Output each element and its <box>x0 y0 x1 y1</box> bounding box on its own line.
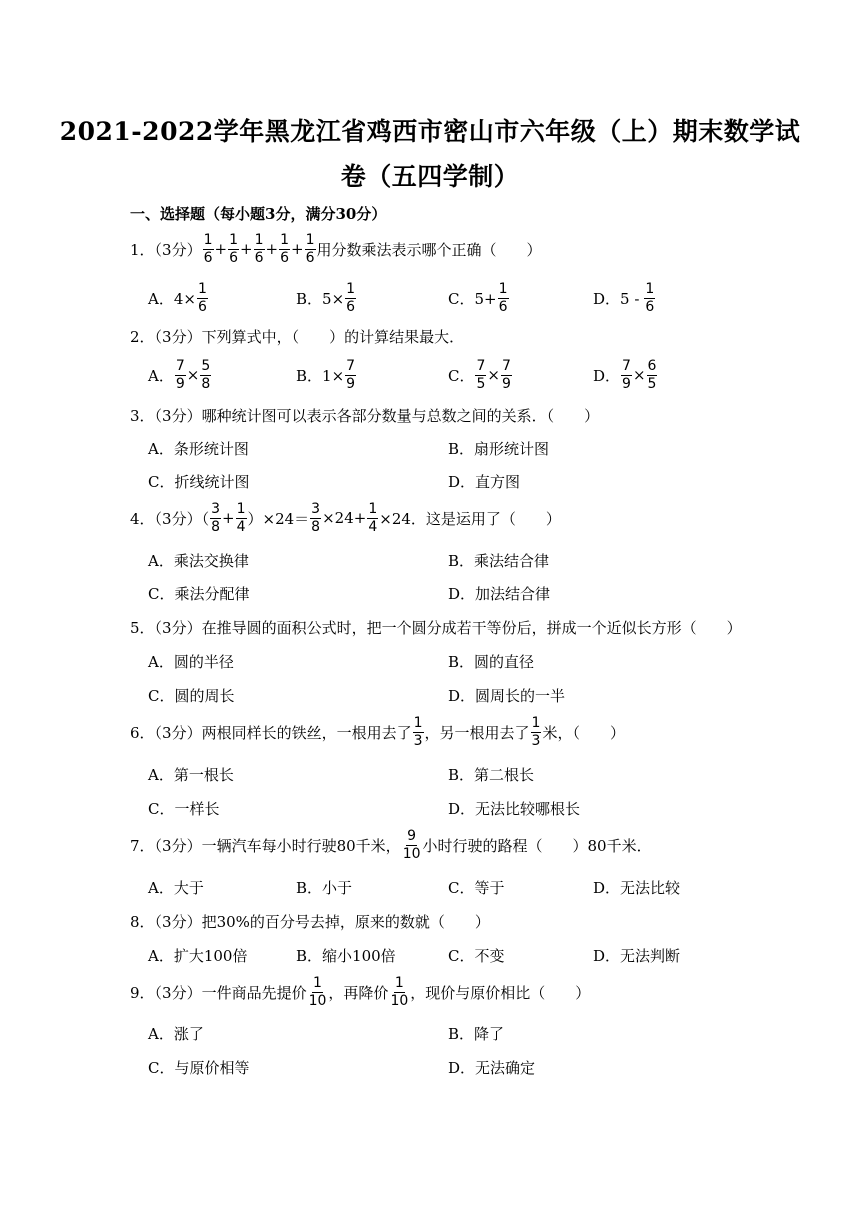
option-q5-b[interactable]: B．圆的直径 <box>448 652 535 671</box>
q7-suffix: 小时行驶的路程（ ）80千米． <box>422 836 652 855</box>
option-q4-a[interactable]: A．乘法交换律 <box>148 551 249 570</box>
q7-prefix: 7．（3分）一辆汽车每小时行驶80千米， <box>130 836 401 855</box>
option-q8-d[interactable]: D．无法判断 <box>593 946 681 965</box>
q9-suffix: ，现价与原价相比（ ） <box>410 983 591 1002</box>
q1-suffix: 用分数乘法表示哪个正确（ ） <box>316 240 542 259</box>
question-8: 8．（3分）把30%的百分号去掉，原来的数就（ ） <box>130 912 490 931</box>
fraction: $\frac{1}{6}$ <box>305 231 315 266</box>
page-title-line2: 卷（五四学制） <box>340 162 520 191</box>
option-q1-a[interactable] <box>148 278 209 318</box>
fraction: $\frac{5}{8}$ <box>201 357 211 392</box>
fraction: $\frac{1}{6}$ <box>645 280 655 315</box>
plus-sign: + <box>240 240 253 258</box>
option-q3-c[interactable]: C．折线统计图 <box>148 472 250 491</box>
fraction: $\frac{3}{8}$ <box>311 500 321 535</box>
fraction: $\frac{1}{6}$ <box>498 280 508 315</box>
option-q9-c[interactable]: C．与原价相等 <box>148 1058 250 1077</box>
option-q6-a[interactable]: A．第一根长 <box>148 765 234 784</box>
q6-prefix: 6．（3分）两根同样长的铁丝，一根用去了 <box>130 723 412 742</box>
fraction: $\frac{1}{6}$ <box>229 231 239 266</box>
plus-sign: + <box>265 240 279 258</box>
plus-sign: + <box>222 509 235 527</box>
fraction: $\frac{9}{10}$ <box>402 827 421 862</box>
question-2: 2．（3分）下列算式中，（ ）的计算结果最大． <box>130 327 465 346</box>
fraction: $\frac{1}{4}$ <box>236 500 246 535</box>
option-q3-b[interactable]: B．扇形统计图 <box>448 439 550 458</box>
fraction: $\frac{3}{8}$ <box>211 500 221 535</box>
option-q1-b[interactable] <box>296 278 357 318</box>
option-q8-b[interactable]: B．缩小100倍 <box>296 946 396 965</box>
fraction: $\frac{1}{6}$ <box>197 280 207 315</box>
q4-prefix: 4．（3分）（ <box>130 509 210 528</box>
option-label: B．1× <box>296 366 345 385</box>
option-q2-a[interactable] <box>148 355 212 395</box>
option-q6-b[interactable]: B．第二根长 <box>448 765 535 784</box>
option-label: A．4× <box>148 289 196 308</box>
option-q3-a[interactable]: A．条形统计图 <box>148 439 249 458</box>
fraction: $\frac{1}{3}$ <box>531 714 541 749</box>
option-q6-c[interactable]: C．一样长 <box>148 799 220 818</box>
fraction: $\frac{1}{10}$ <box>390 974 409 1009</box>
option-label: D． <box>593 366 621 385</box>
times-sign: × <box>186 366 200 384</box>
option-q5-c[interactable]: C．圆的周长 <box>148 686 235 705</box>
fraction: $\frac{7}{5}$ <box>476 357 486 392</box>
option-q1-c[interactable] <box>448 278 510 318</box>
question-5: 5．（3分）在推导圆的面积公式时，把一个圆分成若干等份后，拼成一个近似长方形（ ） <box>130 618 742 637</box>
question-6 <box>130 712 625 752</box>
option-q9-d[interactable]: D．无法确定 <box>448 1058 536 1077</box>
option-q5-a[interactable]: A．圆的半径 <box>148 652 234 671</box>
option-q6-d[interactable]: D．无法比较哪根长 <box>448 799 581 818</box>
fraction: $\frac{1}{6}$ <box>346 280 356 315</box>
fraction: $\frac{7}{9}$ <box>501 357 511 392</box>
question-4 <box>130 498 561 538</box>
option-q4-b[interactable]: B．乘法结合律 <box>448 551 550 570</box>
option-q7-b[interactable]: B．小于 <box>296 878 353 897</box>
option-q9-a[interactable]: A．涨了 <box>148 1024 204 1043</box>
q1-prefix: 1．（3分） <box>130 240 202 259</box>
question-7 <box>130 825 652 865</box>
option-label: D．5 - <box>593 289 640 308</box>
fraction: $\frac{1}{6}$ <box>254 231 264 266</box>
fraction: $\frac{1}{10}$ <box>308 974 327 1009</box>
fraction: $\frac{7}{9}$ <box>175 357 185 392</box>
q6-suffix: 米，（ ） <box>542 723 625 742</box>
option-label: A． <box>148 366 174 385</box>
fraction: $\frac{1}{6}$ <box>203 231 213 266</box>
option-q2-b[interactable] <box>296 355 357 395</box>
fraction: $\frac{6}{5}$ <box>647 357 657 392</box>
q9-mid: ，再降价 <box>328 983 389 1002</box>
option-q7-c[interactable]: C．等于 <box>448 878 505 897</box>
q6-mid: ，另一根用去了 <box>424 723 530 742</box>
section-heading-choice: 一、选择题（每小题3分，满分30分） <box>130 205 387 223</box>
plus-sign: + <box>214 240 228 258</box>
question-9 <box>130 972 590 1012</box>
option-label: B．5× <box>296 289 345 308</box>
option-q7-a[interactable]: A．大于 <box>148 878 204 897</box>
option-q2-c[interactable] <box>448 355 513 395</box>
question-1 <box>130 229 542 269</box>
q4-mid: ）×24＝ <box>247 509 310 528</box>
option-label: C．5+ <box>448 289 497 308</box>
fraction: $\frac{1}{3}$ <box>413 714 423 749</box>
option-q5-d[interactable]: D．圆周长的一半 <box>448 686 566 705</box>
option-q4-d[interactable]: D．加法结合律 <box>448 584 551 603</box>
option-q1-d[interactable] <box>593 278 656 318</box>
q4-mid2: ×24+ <box>322 509 367 527</box>
option-q2-d[interactable] <box>593 355 658 395</box>
option-q3-d[interactable]: D．直方图 <box>448 472 521 491</box>
question-3: 3．（3分）哪种统计图可以表示各部分数量与总数之间的关系．（ ） <box>130 406 600 425</box>
fraction: $\frac{7}{9}$ <box>622 357 631 392</box>
option-q9-b[interactable]: B．降了 <box>448 1024 505 1043</box>
q9-prefix: 9．（3分）一件商品先提价 <box>130 983 307 1002</box>
q4-suffix: ×24．这是运用了（ ） <box>379 509 561 528</box>
fraction: $\frac{7}{9}$ <box>346 357 356 392</box>
fraction: $\frac{1}{6}$ <box>280 231 290 266</box>
fraction: $\frac{1}{4}$ <box>368 500 378 535</box>
option-label: C． <box>448 366 475 385</box>
times-sign: × <box>487 366 500 384</box>
option-q4-c[interactable]: C．乘法分配律 <box>148 584 250 603</box>
plus-sign: + <box>291 240 304 258</box>
option-q8-a[interactable]: A．扩大100倍 <box>148 946 248 965</box>
option-q8-c[interactable]: C．不变 <box>448 946 505 965</box>
page-title-line1: 2021-2022学年黑龙江省鸡西市密山市六年级（上）期末数学试 <box>59 117 801 146</box>
times-sign: × <box>632 366 646 384</box>
option-q7-d[interactable]: D．无法比较 <box>593 878 681 897</box>
